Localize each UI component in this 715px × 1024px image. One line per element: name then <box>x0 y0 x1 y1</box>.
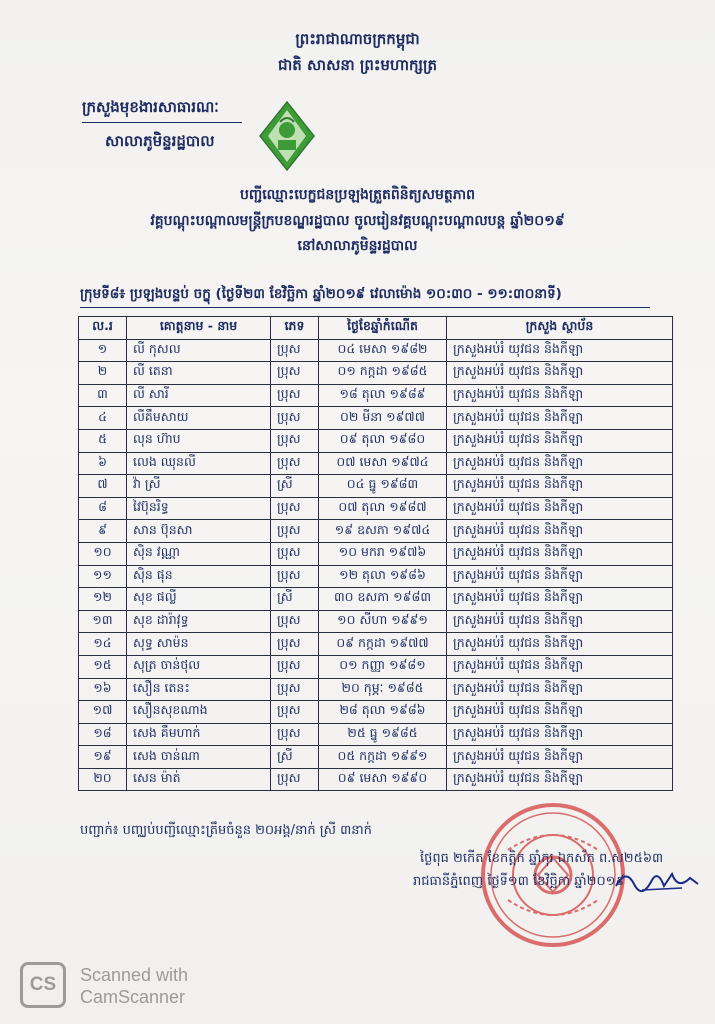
cell-name: ស៊ិន វណ្ណា <box>127 542 271 565</box>
signature-icon <box>612 860 702 900</box>
cell-institution: ក្រសួងអប់រំ យុវជន និងកីឡា <box>447 701 673 724</box>
cell-sex: ប្រុស <box>271 429 319 452</box>
cell-sex: ប្រុស <box>271 542 319 565</box>
cell-institution: ក្រសួងអប់រំ យុវជន និងកីឡា <box>447 678 673 701</box>
cell-sex: ប្រុស <box>271 633 319 656</box>
cell-number: ៣ <box>79 384 127 407</box>
cell-name: សុខ ផល្លី <box>127 588 271 611</box>
group-divider <box>80 307 650 308</box>
table-row <box>79 384 673 407</box>
cell-number: ១៩ <box>79 746 127 769</box>
cell-birthdate: ០៩ កក្កដា ១៩៧៧ <box>319 633 447 656</box>
cell-birthdate: ១០ មករា ១៩៧៦ <box>319 542 447 565</box>
table-header-row <box>79 317 673 340</box>
cell-institution: ក្រសួងអប់រំ យុវជន និងកីឡា <box>447 565 673 588</box>
document-title-line-1: បញ្ជីឈ្មោះបេក្ខជនប្រឡងត្រួតពិនិត្យសមត្ថភាព <box>239 187 476 203</box>
cell-name: សេង ចាន់ណា <box>127 746 271 769</box>
cell-number: ១៧ <box>79 701 127 724</box>
cell-sex: ប្រុស <box>271 723 319 746</box>
cell-name: សេង គឹមហាក់ <box>127 723 271 746</box>
cell-name: សឿន តេនះ <box>127 678 271 701</box>
cell-birthdate: ១៨ តុលា ១៩៨៩ <box>319 384 447 407</box>
candidate-table <box>78 316 673 791</box>
cell-name: សេន ម៉ាត់ <box>127 768 271 791</box>
document-title-line-2: វគ្គបណ្តុះបណ្តាលមន្ត្រីក្របខណ្ឌរដ្ឋបាល ចូលរៀនវគ្គបណ្តុះបណ្តាលបន្ត ឆ្នាំ២០១៩ <box>150 213 565 229</box>
cell-institution: ក្រសួងអប់រំ យុវជន និងកីឡា <box>447 429 673 452</box>
cell-sex: ប្រុស <box>271 678 319 701</box>
cell-name: សុទ្ធ សាម៉ន <box>127 633 271 656</box>
cell-birthdate: ០៤ មេសា ១៩៨២ <box>319 339 447 362</box>
table-row <box>79 655 673 678</box>
table-body <box>79 339 673 791</box>
cell-birthdate: ២០ កុម្ភៈ ១៩៨៥ <box>319 678 447 701</box>
table-row <box>79 497 673 520</box>
table-row <box>79 768 673 791</box>
cell-birthdate: ០៥ កក្កដា ១៩៩១ <box>319 746 447 769</box>
cell-institution: ក្រសួងអប់រំ យុវជន និងកីឡា <box>447 655 673 678</box>
table-row <box>79 362 673 385</box>
cell-name: វ៉ា ស្រី <box>127 475 271 498</box>
cell-name: លេង ឈុនលី <box>127 452 271 475</box>
cell-institution: ក្រសួងអប់រំ យុវជន និងកីឡា <box>447 362 673 385</box>
table-row <box>79 475 673 498</box>
cell-birthdate: ២៨ តុលា ១៩៨៦ <box>319 701 447 724</box>
table-row <box>79 723 673 746</box>
date-lunar: ថ្ងៃពុធ ២កើត ខែកត្តិក ឆ្នាំកុរ ឯកស័ក ព.ស២៥៦៣ <box>420 851 664 866</box>
table-row <box>79 746 673 769</box>
cell-birthdate: ២៥ ធ្នូ ១៩៨៥ <box>319 723 447 746</box>
table-row <box>79 542 673 565</box>
cell-number: ៤ <box>79 407 127 430</box>
cell-birthdate: ០៧ មេសា ១៩៧៤ <box>319 452 447 475</box>
cell-number: ១១ <box>79 565 127 588</box>
cell-number: ៦ <box>79 452 127 475</box>
table-row <box>79 633 673 656</box>
cell-birthdate: ៣០ ឧសភា ១៩៨៣ <box>319 588 447 611</box>
table-row <box>79 452 673 475</box>
cell-number: ២ <box>79 362 127 385</box>
cell-institution: ក្រសួងអប់រំ យុវជន និងកីឡា <box>447 768 673 791</box>
cell-institution: ក្រសួងអប់រំ យុវជន និងកីឡា <box>447 497 673 520</box>
cell-sex: ប្រុស <box>271 768 319 791</box>
cell-birthdate: ០៤ ធ្នូ ១៩៨៣ <box>319 475 447 498</box>
camscanner-logo-icon: CS <box>20 962 66 1008</box>
cell-sex: ប្រុស <box>271 452 319 475</box>
cell-name: សុខ ដារ៉ាវុទ្ធ <box>127 610 271 633</box>
ministry-divider <box>82 122 242 123</box>
cell-name: សុត្រ ចាន់ថុល <box>127 655 271 678</box>
cell-institution: ក្រសួងអប់រំ យុវជន និងកីឡា <box>447 384 673 407</box>
cell-sex: ប្រុស <box>271 362 319 385</box>
cell-institution: ក្រសួងអប់រំ យុវជន និងកីឡា <box>447 542 673 565</box>
cell-institution: ក្រសួងអប់រំ យុវជន និងកីឡា <box>447 407 673 430</box>
camscanner-watermark <box>80 964 188 1008</box>
watermark-line-2: CamScanner <box>80 987 186 1007</box>
cell-number: ១៨ <box>79 723 127 746</box>
cell-sex: ស្រី <box>271 475 319 498</box>
table-row <box>79 565 673 588</box>
cell-number: ១២ <box>79 588 127 611</box>
cell-birthdate: ០១ កក្កដា ១៩៨៥ <box>319 362 447 385</box>
cell-birthdate: ០៧ តុលា ១៩៨៧ <box>319 497 447 520</box>
cell-name: លុន ហ៊ាប <box>127 429 271 452</box>
cell-name: ស៊ិន ផុន <box>127 565 271 588</box>
cell-number: ៩ <box>79 520 127 543</box>
cell-number: ៧ <box>79 475 127 498</box>
cell-number: ៨ <box>79 497 127 520</box>
cell-birthdate: ០១ កញ្ញា ១៩៨១ <box>319 655 447 678</box>
cell-sex: ប្រុស <box>271 655 319 678</box>
cell-number: ១៦ <box>79 678 127 701</box>
school-emblem-icon <box>258 100 316 172</box>
cell-sex: ប្រុស <box>271 497 319 520</box>
cell-number: ២០ <box>79 768 127 791</box>
cell-name: លី តេនា <box>127 362 271 385</box>
cell-sex: ស្រី <box>271 588 319 611</box>
cell-sex: ប្រុស <box>271 520 319 543</box>
cell-institution: ក្រសួងអប់រំ យុវជន និងកីឡា <box>447 588 673 611</box>
table-row <box>79 678 673 701</box>
column-header-name: គោត្តនាម - នាម <box>127 317 271 340</box>
cell-number: ១ <box>79 339 127 362</box>
cell-institution: ក្រសួងអប់រំ យុវជន និងកីឡា <box>447 339 673 362</box>
table-row <box>79 429 673 452</box>
cell-sex: ប្រុស <box>271 610 319 633</box>
cell-birthdate: ០២ មីនា ១៩៧៧ <box>319 407 447 430</box>
cell-sex: ប្រុស <box>271 565 319 588</box>
cell-institution: ក្រសួងអប់រំ យុវជន និងកីឡា <box>447 746 673 769</box>
cell-name: លី កុសល <box>127 339 271 362</box>
cell-number: ១៤ <box>79 633 127 656</box>
table-row <box>79 610 673 633</box>
cell-number: ៥ <box>79 429 127 452</box>
cell-number: ១៣ <box>79 610 127 633</box>
cell-birthdate: ១២ តុលា ១៩៨៦ <box>319 565 447 588</box>
watermark-line-1: Scanned with <box>80 965 189 985</box>
cell-sex: ស្រី <box>271 746 319 769</box>
cell-institution: ក្រសួងអប់រំ យុវជន និងកីឡា <box>447 633 673 656</box>
table-row <box>79 407 673 430</box>
cell-sex: ប្រុស <box>271 701 319 724</box>
footer-note: បញ្ជាក់៖ បញ្ឈប់បញ្ជីឈ្មោះត្រឹមចំនួន ២០អង្គ/នាក់ ស្រី ៣នាក់ <box>80 823 372 838</box>
document-title-line-3: នៅសាលាភូមិន្ទរដ្ឋបាល <box>297 238 418 254</box>
cell-institution: ក្រសួងអប់រំ យុវជន និងកីឡា <box>447 475 673 498</box>
cell-birthdate: ០៩ តុលា ១៩៨០ <box>319 429 447 452</box>
cell-institution: ក្រសួងអប់រំ យុវជន និងកីឡា <box>447 520 673 543</box>
date-gregorian: រាជធានីភ្នំពេញ ថ្ងៃទី១៣ ខែវិច្ឆិកា ឆ្នាំ២០១៩ <box>413 874 625 889</box>
cell-birthdate: ១៩ ឧសភា ១៩៧៤ <box>319 520 447 543</box>
column-header-institution: ក្រសួង ស្ថាប័ន <box>447 317 673 340</box>
column-header-number: ល.រ <box>79 317 127 340</box>
column-header-sex: ភេទ <box>271 317 319 340</box>
kingdom-heading: ព្រះរាជាណាចក្រកម្ពុជា <box>295 30 420 48</box>
cell-number: ១០ <box>79 542 127 565</box>
table-row <box>79 339 673 362</box>
school-name: សាលាភូមិន្ទរដ្ឋបាល <box>105 132 215 150</box>
table-row <box>79 520 673 543</box>
cell-sex: ប្រុស <box>271 384 319 407</box>
cell-number: ១៥ <box>79 655 127 678</box>
table-row <box>79 701 673 724</box>
cell-sex: ប្រុស <box>271 407 319 430</box>
cell-institution: ក្រសួងអប់រំ យុវជន និងកីឡា <box>447 610 673 633</box>
ministry-name: ក្រសួងមុខងារសាធារណៈ <box>82 98 219 116</box>
cell-name: លីគឹមសាយ <box>127 407 271 430</box>
exam-group-info: ក្រុមទី៨៖ ប្រឡងបន្ទប់ ចក្ខុ (ថ្ងៃទី២៣ ខែវិច្ឆិកា ឆ្នាំ២០១៩ វេលាម៉ោង ១០:៣០ - ១១:៣០នាទី) <box>80 286 562 302</box>
cell-name: សឿនសុខណាង <box>127 701 271 724</box>
cell-name: លី សារី <box>127 384 271 407</box>
cell-sex: ប្រុស <box>271 339 319 362</box>
table-row <box>79 588 673 611</box>
column-header-birthdate: ថ្ងៃខែឆ្នាំកំណើត <box>319 317 447 340</box>
cell-birthdate: ០៩ មេសា ១៩៩០ <box>319 768 447 791</box>
cell-birthdate: ១០ សីហា ១៩៩១ <box>319 610 447 633</box>
cell-name: សាន ប៊ុនសា <box>127 520 271 543</box>
cell-institution: ក្រសួងអប់រំ យុវជន និងកីឡា <box>447 452 673 475</box>
national-motto: ជាតិ សាសនា ព្រះមហាក្សត្រ <box>278 56 437 74</box>
cell-institution: ក្រសួងអប់រំ យុវជន និងកីឡា <box>447 723 673 746</box>
cell-name: វៃប៊ុនរិទ្ធ <box>127 497 271 520</box>
